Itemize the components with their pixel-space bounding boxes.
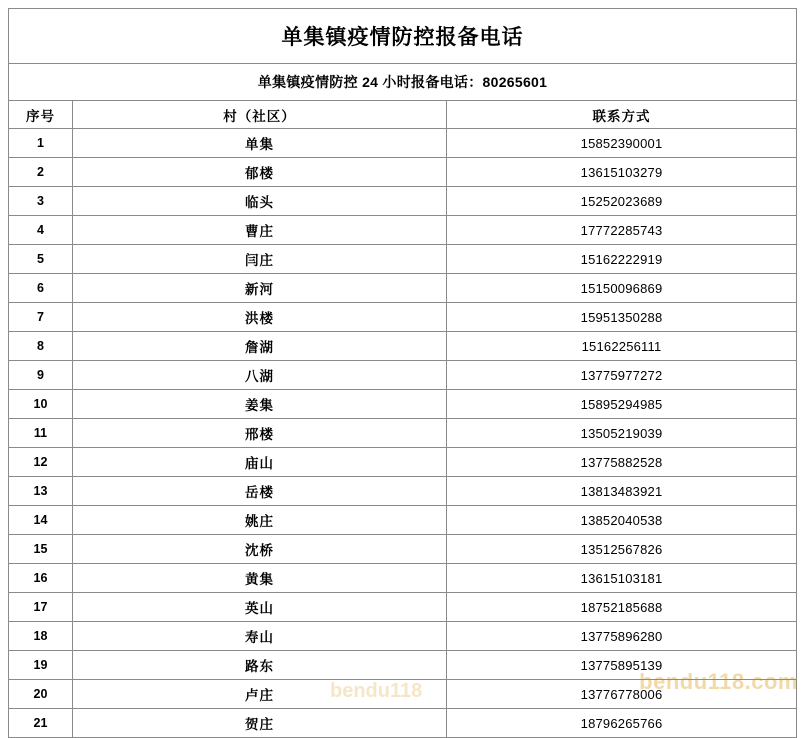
row-village: 黄集 [73,564,447,593]
row-village: 曹庄 [73,216,447,245]
header-row [9,101,797,129]
row-village: 路东 [73,651,447,680]
row-phone: 13776778006 [447,680,797,709]
column-header-index: 序号 [9,101,73,129]
row-phone: 18796265766 [447,709,797,738]
title-row [9,9,797,64]
row-phone: 13615103279 [447,158,797,187]
table-row [9,245,797,274]
row-village: 沈桥 [73,535,447,564]
row-index: 16 [9,564,73,593]
row-index: 8 [9,332,73,361]
row-index: 15 [9,535,73,564]
row-village: 姚庄 [73,506,447,535]
row-village: 闫庄 [73,245,447,274]
table-row [9,216,797,245]
table-row [9,361,797,390]
row-village: 郁楼 [73,158,447,187]
row-village: 寿山 [73,622,447,651]
row-phone: 17772285743 [447,216,797,245]
table-row [9,506,797,535]
row-phone: 13775896280 [447,622,797,651]
row-phone: 13813483921 [447,477,797,506]
watermark: bendu118.com [639,669,798,694]
table-row [9,535,797,564]
table-row [9,419,797,448]
row-index: 3 [9,187,73,216]
row-village: 姜集 [73,390,447,419]
row-phone: 15252023689 [447,187,797,216]
row-index: 6 [9,274,73,303]
row-index: 2 [9,158,73,187]
row-phone: 15162222919 [447,245,797,274]
row-village: 新河 [73,274,447,303]
row-village: 庙山 [73,448,447,477]
row-index: 4 [9,216,73,245]
row-phone: 13775977272 [447,361,797,390]
row-village: 洪楼 [73,303,447,332]
row-index: 17 [9,593,73,622]
row-village: 英山 [73,593,447,622]
contact-table [8,8,797,738]
table-row [9,651,797,680]
row-phone: 15895294985 [447,390,797,419]
row-village: 詹湖 [73,332,447,361]
row-index: 9 [9,361,73,390]
table-row [9,390,797,419]
row-index: 18 [9,622,73,651]
row-index: 5 [9,245,73,274]
subtitle-row [9,64,797,101]
row-village: 岳楼 [73,477,447,506]
table-row [9,593,797,622]
table-row [9,564,797,593]
row-phone: 13615103181 [447,564,797,593]
row-index: 10 [9,390,73,419]
row-index: 11 [9,419,73,448]
column-header-village: 村（社区） [73,101,447,129]
row-index: 20 [9,680,73,709]
table-row [9,448,797,477]
table-row [9,680,797,709]
row-village: 邢楼 [73,419,447,448]
table-row [9,187,797,216]
row-index: 13 [9,477,73,506]
watermark-secondary: bendu118 [330,680,423,702]
row-index: 21 [9,709,73,738]
row-phone: 13775882528 [447,448,797,477]
row-index: 12 [9,448,73,477]
table-body [9,9,797,738]
row-phone: 15150096869 [447,274,797,303]
row-phone: 13505219039 [447,419,797,448]
row-index: 1 [9,129,73,158]
row-village: 卢庄 [73,680,447,709]
row-village: 临头 [73,187,447,216]
column-header-phone: 联系方式 [447,101,797,129]
row-phone: 13775895139 [447,651,797,680]
table-row [9,158,797,187]
table-row [9,709,797,738]
row-index: 14 [9,506,73,535]
table-row [9,303,797,332]
row-village: 单集 [73,129,447,158]
table-row [9,477,797,506]
page-title: 单集镇疫情防控报备电话 [9,9,797,64]
table-row [9,274,797,303]
table-row [9,622,797,651]
row-phone: 13512567826 [447,535,797,564]
row-village: 八湖 [73,361,447,390]
row-index: 19 [9,651,73,680]
row-phone: 15951350288 [447,303,797,332]
hotline-notice: 单集镇疫情防控 24 小时报备电话：80265601 [9,64,797,101]
row-index: 7 [9,303,73,332]
row-phone: 18752185688 [447,593,797,622]
table-row [9,129,797,158]
table-row [9,332,797,361]
row-phone: 13852040538 [447,506,797,535]
row-village: 贺庄 [73,709,447,738]
row-phone: 15162256111 [447,332,797,361]
row-phone: 15852390001 [447,129,797,158]
